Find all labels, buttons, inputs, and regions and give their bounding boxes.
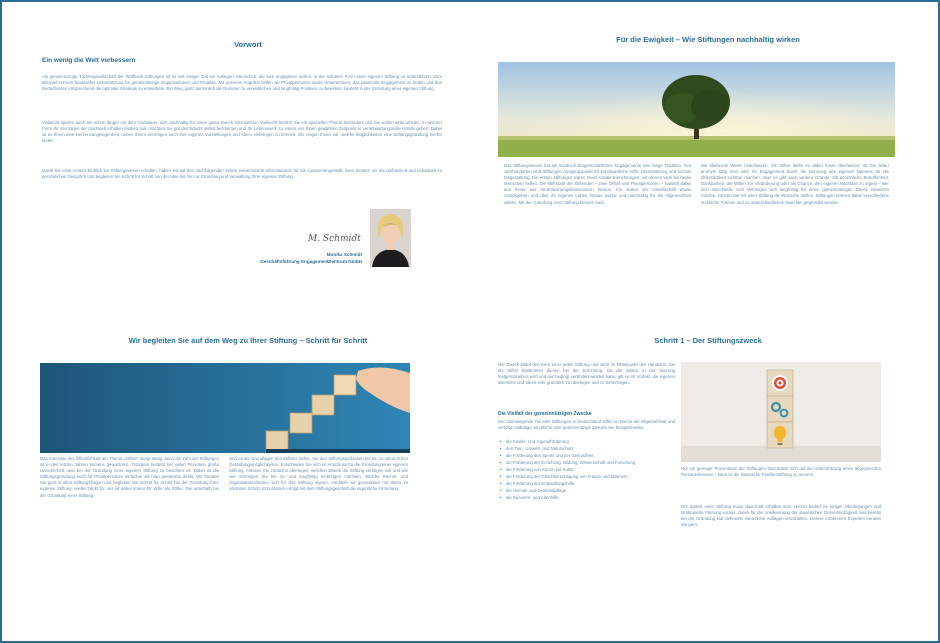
list-item: • die Förderung des Sports und der Gesundheit [506,452,683,459]
list-item: • die Heimat- und Denkmalpflege [506,487,683,494]
list-item: • die Förderung der Erziehung, Bildung, Wissenschaft und Forschung [506,459,683,466]
goal-blocks-photo [681,362,881,462]
page-eternity [498,30,918,330]
list-item: • den Tier-, Umwelt- und Naturschutz [506,445,683,452]
page-step1 [498,328,918,628]
intro-paragraph: Der Zweck bildet den Kern einer jeden Stiftung und steht im Mittelpunkt des Handelns. Sie als Stifter bestimmen diesen bei der Errichtung. Da der Zweck in der Satzung festgeschrieben wird und nur bedingt verändert werden kann, gilt es im Vorfeld, die eigenen Wünsche und Ideen sehr gründlich zu überlegen und zu hinterfragen. [498,362,675,386]
paragraph: Damit Sie einen ersten Einblick ins Stiftungswesen erhalten, haben wir auf den nachfolgenden Seiten wissenswerte Informationen für Sie zusammengestellt. Gern beraten wir Sie umfassend und individuell im persönlichen Gespräch und begleiten Sie Schritt für Schritt von der Idee bis hin zur Gründung und Verwaltung Ihrer eigenen Stiftung. [42,168,442,180]
text-column: Das Stiftungswesen hat als Ausdruck bürgerschaftlichen Engagements eine lange Tradition. Seit Jahrhunderten sind Stiftungen Ausgangspunkt für kontinuierliche Hilfe, Unterstützung und soziale Mitgestaltung. Die ersten Stiftungen waren meist soziale Einrichtungen, von denen viele bis heute Menschen helfen. Die Mehrzahl der Stiftenden – zwei Drittel sind Privatpersonen – handelt dabei aus heute aus Verantwortungsbewusstsein heraus. Sie wollen der Gesellschaft etwas zurückgeben und über ihr eigenes Leben hinaus positiv und nachhaltig für die Allgemeinheit wirken. Mit der Gründung einer Stiftung können auch [504,163,691,205]
building-blocks-photo [40,363,410,453]
portrait-photo [370,209,411,267]
page-title: Wir begleiten Sie auf dem Weg zu Ihrer Stiftung – Schritt für Schritt [128,336,368,345]
page-title: Vorwort [234,40,262,49]
page-title: Für die Ewigkeit – Wie Stiftungen nachhaltig wirken [616,35,800,44]
text-column: sind es die Grundlagen des Stiftens rather. Sie den Stiftungsgedanken bis hin zu steuerlichen Gestaltungsmöglichkeiten. Entscheiden Sie sich im Anschluss für die Gründung einer eigenen Stiftung, müssen Sie zunächst überlegen, welchen Zweck die Stiftung verfolgen soll und wie viel Vermögen Sie bis zu- und langfristig einbringen möchten. Welche Rechts- und Organisationsformen sich für Ihre Stiftung eignen, ermitteln wir gemeinsam mit Ihnen im nächsten Schritt. Erst danach erfolgt mit dem Stiftungsgeschäft die eigentliche Gründung. [229,456,408,492]
section-subtitle: Die Vielfalt der gemeinnützigen Zwecke [498,411,592,417]
list-item: • die Senioren- und Altenhilfe. [506,494,683,501]
page-title: Schritt 1 – Der Stiftungszweck [654,336,762,345]
text-paragraph: Nur ein geringer Prozentsatz der Stiftungen beschränkt sich auf die Unterstützung eines abgegrenzten Personenkreises – kann ist die klassische Familienstiftung zu nennen. [681,466,881,478]
list-item: • die Förderung der Gleichberechtigung von Frauen und Männern [506,473,683,480]
signer-role: Geschäftsführung EngagementZentrum GmbH [260,259,362,264]
signature: M. Schmidt [308,234,361,244]
page-accompany [38,328,458,628]
text-paragraph: Der Zweck einer Stiftung muss dauerhaft erfüllbar sein. Hierzu bedarf es einiger Überlegungen und strukturierte Planung voraus. Diese für die Anerkennung der steuerlichen Gemeinnützigkeit sind bereits bei der Gründung klar definierte steuerliche Auflagen einzuhalten. Unsere erfahrenen Experten beraten Sie gern. [681,504,881,528]
purpose-list [498,438,683,501]
paragraph: Vielleicht spielen auch Sie schon länger mit dem Gedanken, sich nachhaltig für einen guten Zweck einzusetzen. Vielleicht berührt Sie ein spezielles Thema besonders und Sie wollen aktiv werden. In welcher Form Ihr Vermögen der Nachwelt erhalten bleiben soll, möchten Sie gut durchdacht selbst bestimmen und Ihr Lebenswerk zu einem von Ihnen gewählten Zeitpunkt in verantwortungsvolle Hände geben. Dabei ist es Ihnen eine Herzensangelegenheit, neben Ihrem Vermögen auch Ihre eigenen Vorstellungen und Ideen einbringen zu können. Wir zeigen Ihnen auf, welche Möglichkeiten eine Stiftungsgründung hierfür bietet. [42,120,442,144]
paragraph: Als gemeinnützige Tochtergesellschaft der Wölfbank-Stiftungen ist es seit einiger Zeit ein Anliegen, Menschen, die sich engagieren wollen, in der schönen Form einer eigenen Stiftung zu unterstützen. Zum Beispiel in Form finanzieller Unterstützung für gemeinnützige Organisationen und Projekte. Mit unserem Angebot helfen wir Privatpersonen sowie Unternehmen, das passende Engagement zu finden und den Bedürfnissen entsprechend die optimale Strategie zu entwickeln. Ein Weg, ganz persönlich die Nummer zu verwirklichen und langfristig Positives zu bewirken, besteht in der Gründung einer eigenen Stiftung. [42,74,442,92]
text-column: Das Interesse der Öffentlichkeit am Thema „Stiften“ steigt stetig, auch die Zahl der Stiftungen ist in den letzten Jahren immens gewachsen. Trotzdem besteht bei vielen Personen große Unsicherheit, was bei der Gründung einer eigenen Stiftung zu beachten ist. Dabei ist die Stiftungsgründung auch für Privatpersonen einfacher als man gemeinhin denkt. Wir beraten Sie gern in allen Stiftungsfragen und begleiten Sie Schritt für Schritt bei der Gründung Ihrer eigenen Stiftung. Hiebei blickt für uns ist dabei immer Ihr Wille als Stifter. Die unterhalb bei der Gründung einer Stiftung. [40,456,219,498]
section-subtitle: Ein wenig die Welt verbessern [42,57,136,64]
signer-name: Monika Schmidt [326,252,362,257]
list-item: • die Förderung von Kunst und Kultur [506,466,683,473]
tree-landscape-photo [498,62,895,157]
list-item: • die Kinder- und Jugendförderung [506,438,683,445]
text-column: Sie bleibende Werte hinterlassen. Als Stifter bleibt es dabei Ihnen überlassen, ob Sie lieber anonym tätig sind oder Ihr Engagement durch die Nennung des eigenen Namens für die Öffentlichkeit sichtbar machen. Aber es gibt auch weitere Gründe. Ob persönliche Betroffenheit, Dankbarkeit, der Willen zur Veränderung oder als Chance, den eigenen Nachlass zu regeln – wer sich entschließt, sein Vermögen sich langfristig für einen gemeinnützigen Zweck einsetzen möchte, können Sie mit einer Stiftung die Wünsche stellen. Stiftungen können dabei verschiedene rechtliche Formen und zu unterschiedlichen Zwecken gegründet werden. [701,163,889,205]
list-item: • die Förderung der Entwicklungshilfe [506,480,683,487]
page-foreword [38,30,458,330]
lead-paragraph: Der überwiegende Teil aller Stiftungen in Deutschland stiftet im Dienst der Allgemeinheit und verfolgt mildtätige, kirchliche oder gemeinnützige Zwecke wie beispielsweise [498,419,675,431]
